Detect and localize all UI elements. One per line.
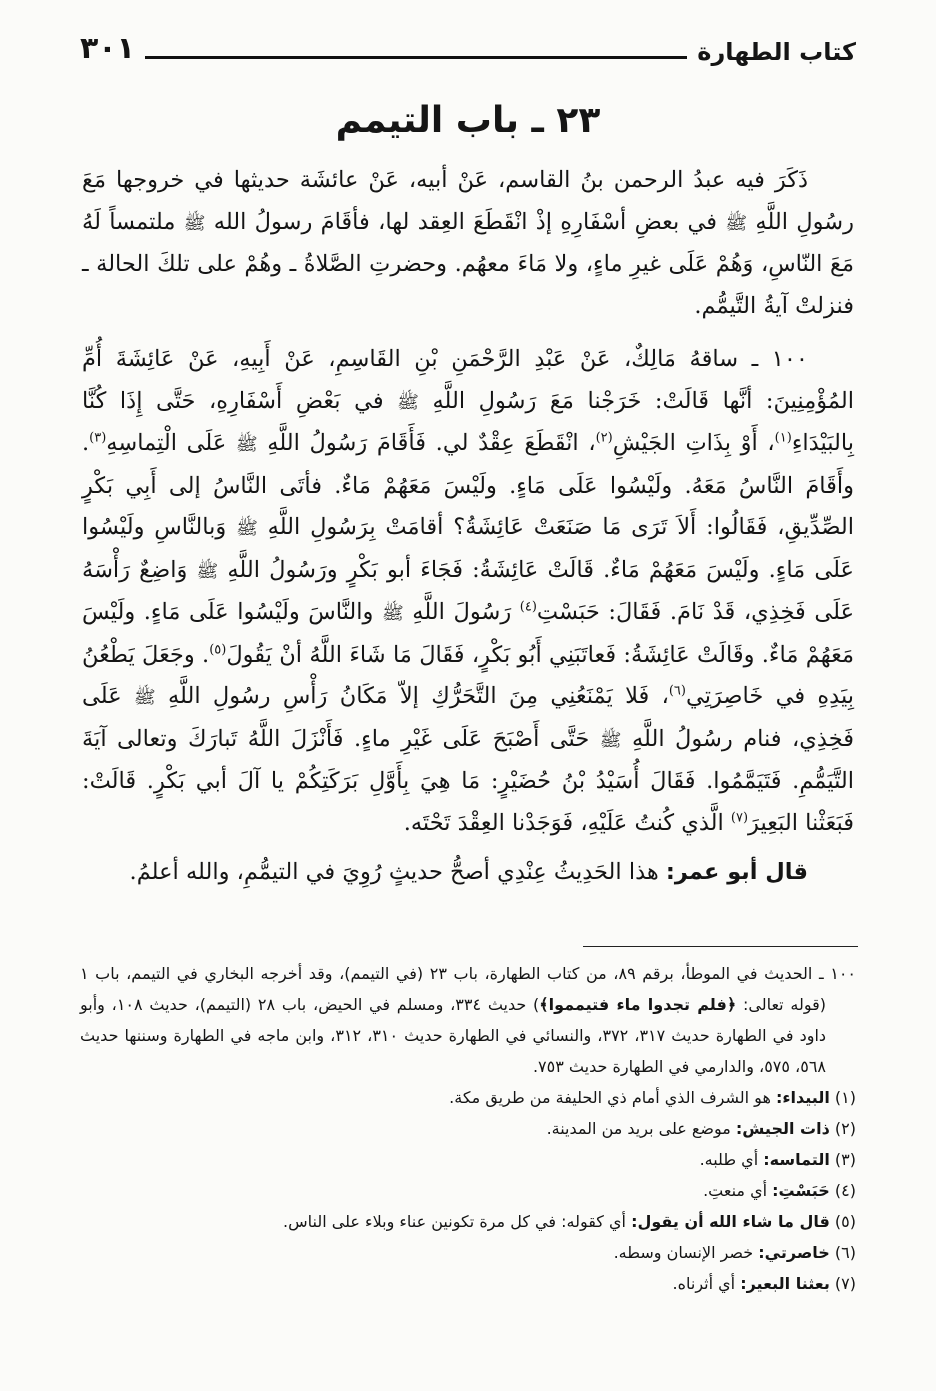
footnote-ref[interactable]: (٢) [595,430,613,446]
salutation-glyph: ﷺ [133,687,156,708]
footnote-term: قال ما شاء الله أن يقول: [631,1212,830,1231]
footnote-separator [583,946,858,947]
footnote-number: (٤) [829,1181,856,1200]
footnote-definition: أي منعتِ. [703,1181,773,1200]
source-note: ١٠٠ ـ الحديث في الموطأ، برقم ٨٩، من كتاب الطهارة، باب ٢٣ (في التيمم)، وقد أخرجه البخاري في التيمم، باب ١ (قوله تعالى: ﴿فلم تجدوا ماء فتيمموا﴾) حديث ٣٣٤، ومسلم في الحيض، باب ٢٨ (التيمم)، حديث ١٠٨، وأبو داود في الطهارة حديث ٣١٧، ٣٧٢، والنسائي في الطهارة حديث ٣١٠، ٣١٢، وابن ماجه في الطهارة وسننها حديث ٥٦٨، ٥٧٥، والدارمي في الطهارة حديث ٧٥٣. [80,964,856,1076]
salutation-glyph: ﷺ [236,518,258,539]
footnote-definition: أي طلبه. [699,1150,764,1169]
footnotes [80,958,856,1299]
intro-paragraph: ذَكَرَ فيه عبدُ الرحمن بنُ القاسم، عَنْ أبيه، عَنْ عائشَة حديثها في خروجها مَعَ رسُولِ اللَّهِ ﷺ في بعضِ أسْفَارِهِ إذْ انْقَطَعَ العِقد لها، فأقَامَ رسولُ الله ﷺ ملتمساً لَهُ مَعَ النّاسِ، وَهُمْ عَلَى غيرِ ماءٍ، ولا مَاءَ معهُم. وحضرتِ الصَّلاةُ ـ وهُمْ على تلكَ الحالة ـ فنزلتْ آيةُ التَّيمُّم. [82,167,854,319]
footnote-definition: أي أثرناه. [672,1274,741,1293]
salutation-glyph: ﷺ [725,212,748,234]
footnote-item [80,1237,856,1268]
footnote-definition: خصر الإنسان وسطه. [613,1243,759,1262]
salutation-glyph: ﷺ [381,603,404,624]
footnote-number: (٢) [829,1119,856,1138]
footnote-item [80,1144,856,1175]
footnote-item [80,1268,856,1299]
footnote-term: بعثنا البعير: [740,1274,830,1293]
salutation-glyph: ﷺ [196,560,219,582]
footnote-definition: موضع على بريد من المدينة. [546,1119,736,1138]
body-text [82,160,854,894]
hadith-paragraph: ١٠٠ ـ ساقهُ مَالِكٌ، عَنْ عَبْدِ الرَّحْمَنِ بْنِ القَاسِمِ، عَنْ أَبِيهِ، عَنْ عَائِشَةَ أُمِّ المُؤْمِنِينَ: أنَّها قَالَتْ: خَرَجْنا مَعَ رَسُولِ اللَّهِ ﷺ في بَعْضِ أَسْفَارِهِ، حَتَّى إِذَا كُنَّا بِالبَيْدَاءِ$^{(١)}$، أَوْ بِذَاتِ الجَيْشِ$^{(٢)}$، انْقَطَعَ عِقْدٌ لي. فَأَقَامَ رَسُولُ اللَّهِ ﷺ عَلَى الْتِماسِهِ$^{(٣)}$. وأَقَامَ النَّاسُ مَعَهُ. ولَيْسُوا عَلَى مَاءٍ. ولَيْسَ مَعَهُمْ مَاءٌ. فأتَى النَّاسُ إلى أَبِي بَكْرٍ الصِّدِّيقِ، فَقَالُوا: أَلاَ تَرَى مَا صَنَعَتْ عَائِشَةُ؟ أقامَتْ بِرَسُولِ اللَّهِ ﷺ وَبالنَّاسِ ولَيْسُوا عَلَى مَاءٍ. ولَيْسَ مَعَهُمْ مَاءٌ. قَالَتْ عَائِشَةُ: فَجَاءَ أبو بَكْرٍ ورَسُولُ اللَّهِ ﷺ وَاضِعٌ رَأْسَهُ عَلَى فَخِذِي، قَدْ نَامَ. فَقَالَ: حَبَسْتِ$^{(٤)}$ رَسُولَ اللَّهِ ﷺ والنَّاسَ ولَيْسُوا عَلَى مَاءٍ. ولَيْسَ مَعَهُمْ مَاءٌ. وقَالَتْ عَائِشَةُ: فَعاتَبَنِي أَبُو بَكْرٍ، فَقَالَ مَا شَاءَ اللَّهُ أنْ يَقُولَ$^{(٥)}$. وجَعَلَ يَطْعُنُ بِيَدِهِ في خَاصِرَتِي$^{(٦)}$، فَلا يَمْنَعُنِي مِنَ التَّحَرُّكِ إلاّ مَكَانُ رَأْسِ رسُولِ اللَّهِ ﷺ عَلَى فَخِذِي، فنام رسُولُ اللَّهِ ﷺ حَتَّى أَصْبَحَ عَلَى غَيْرِ ماءٍ. فَأَنْزَلَ اللَّهُ تَبارَكَ وتعالى آيَةَ التَّيَمُّمِ. فَتَيَمَّمُوا. فَقَالَ أُسَيْدُ بْنُ حُضَيْرٍ: مَا هِيَ بِأَوَّلِ بَرَكَتِكُمْ يا آلَ أبي بَكْرٍ. قَالَتْ: فَبَعَثْنا البَعِيرَ$^{(٧)}$ الَّذي كُنتُ عَلَيْهِ، فَوَجَدْنا العِقْدَ تَحْتَه. [82,346,855,836]
commentary-paragraph: قال أبو عمر: هذا الحَدِيثُ عِنْدِي أصحُّ حديثٍ رُوِيَ في التيمُّمِ، والله أعلمُ. [129,859,808,885]
commentary-lead: قال أبو عمر: [665,859,808,885]
footnote-term: ذات الجيش: [735,1119,830,1138]
salutation-glyph: ﷺ [183,212,206,234]
salutation-glyph: ﷺ [397,391,419,413]
salutation-glyph: ﷺ [235,434,258,455]
quran-quote: ﴿فلم تجدوا ماء فتيمموا﴾ [539,995,737,1014]
footnote-item [80,1175,856,1206]
footnote-list [80,1082,856,1299]
footnote-number: (٦) [829,1243,856,1262]
footnote-term: التماسه: [763,1150,830,1169]
page-number: ٣٠١ [80,31,135,66]
footnote-definition: هو الشرف الذي أمام ذي الحليفة من طريق مكة. [449,1088,776,1107]
chapter-title: ٢٣ ـ باب التيمم [335,100,601,141]
footnote-number: (٣) [829,1150,856,1169]
footnote-ref[interactable]: (٦) [668,683,686,699]
footnote-ref[interactable]: (٤) [519,599,537,615]
header-rule [145,56,687,59]
footnote-item [80,1206,856,1237]
footnote-term: حَبَسْتِ: [772,1181,830,1200]
footnote-term: البيداء: [775,1088,830,1107]
book-title: كتاب الطهارة [697,38,856,66]
running-header [80,22,856,66]
footnote-term: خاصرتي: [758,1243,830,1262]
footnote-item [80,1113,856,1144]
footnote-number: (٧) [829,1274,856,1293]
footnote-ref[interactable]: (٣) [89,430,107,446]
footnote-ref[interactable]: (٧) [730,810,749,825]
footnote-number: (٥) [829,1212,856,1231]
footnote-item [80,1082,856,1113]
footnote-ref[interactable]: (٥) [209,642,227,657]
footnote-ref[interactable]: (١) [774,430,792,446]
salutation-glyph: ﷺ [599,729,622,751]
footnote-number: (١) [829,1088,856,1107]
footnote-definition: أي كقوله: في كل مرة تكونين عناء وبلاء على الناس. [283,1212,632,1231]
